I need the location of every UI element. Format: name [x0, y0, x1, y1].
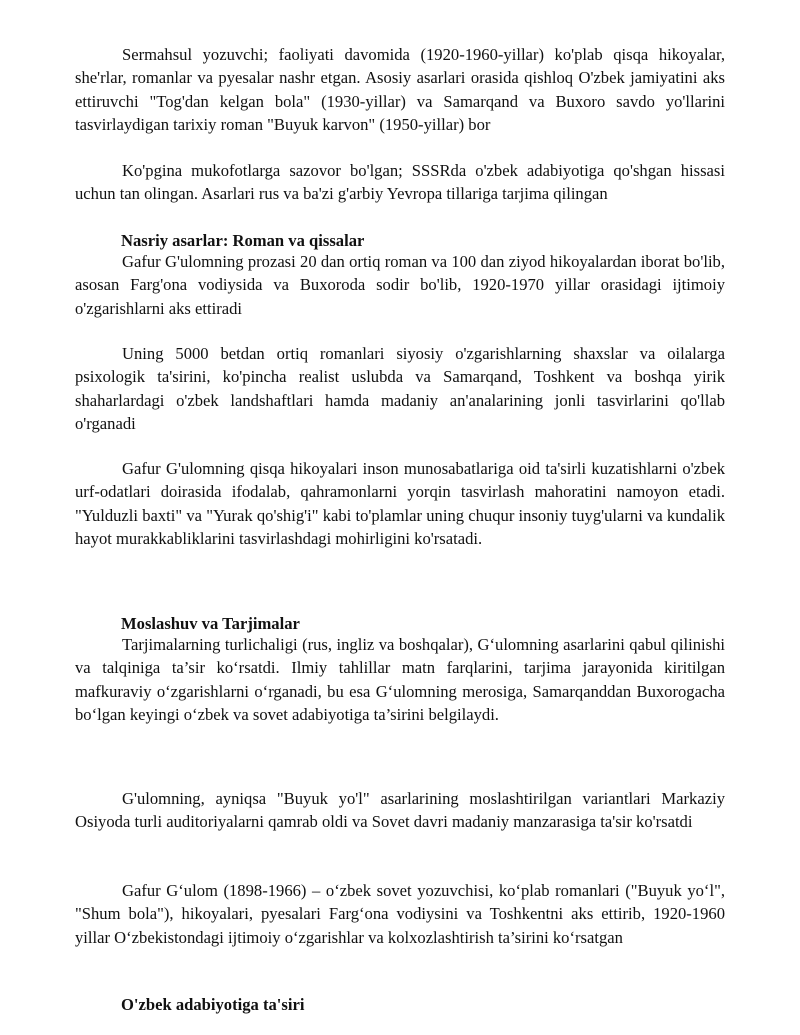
paragraph-novels: Uning 5000 betdan ortiq romanlari siyosiy o'zgarishlarning shaxslar va oilalarga psixologik ta'sirini, ko'pincha realist uslubda va Samarqand, Toshkent va boshqa yirik shaharlardagi o'zbek landshaftlari hamda madaniy an'analarining jonli tasvirlarini qo'llab o'rganadi [75, 344, 725, 434]
heading-adaptations-translations: Moslashuv va Tarjimalar [121, 614, 300, 633]
paragraph-translations: Tarjimalarning turlichaligi (rus, ingliz va boshqalar), G‘ulomning asarlarini qabul qilinishi va talqiniga ta’sir ko‘rsatdi. Ilmiy tahlillar matn farqlarini, tarjima jarayonida kiritilgan mafkuraviy o‘zgarishlarni o‘rganadi, bu esa G‘ulomning merosiga, Samarqanddan Buxorogacha bo‘lgan keyingi o‘zbek va sovet adabiyotiga ta’sirini belgilaydi. [75, 635, 725, 725]
paragraph-intro: Sermahsul yozuvchi; faoliyati davomida (1920-1960-yillar) ko'plab qisqa hikoyalar, she'rlar, romanlar va pyesalar nashr etgan. Asosiy asarlari orasida qishloq O'zbek jamiyatini aks ettiruvchi "Tog'dan kelgan bola" (1930-yillar) va Samarqand va Buxoro savdo yo'llarini tasvirlaydigan tarixiy roman "Buyuk karvon" (1950-yillar) bor [75, 45, 725, 135]
paragraph-prose-overview: Gafur G'ulomning prozasi 20 dan ortiq roman va 100 dan ziyod hikoyalardan iborat bo'lib, asosan Farg'ona vodiysida va Buxoroda sodir bo'lib, 1920-1970 yillar orasidagi ijtimoiy o'zgarishlarni aks ettiradi [75, 252, 725, 318]
heading-prose-works: Nasriy asarlar: Roman va qissalar [121, 231, 365, 250]
paragraph-awards: Ko'pgina mukofotlarga sazovor bo'lgan; SSSRda o'zbek adabiyotiga qo'shgan hissasi uchun tan olingan. Asarlari rus va ba'zi g'arbiy Yevropa tillariga tarjima qilingan [75, 161, 725, 204]
paragraph-biography: Gafur G‘ulom (1898-1966) – o‘zbek sovet yozuvchisi, ko‘plab romanlari ("Buyuk yo‘l", "Shum bola"), hikoyalari, pyesalari Farg‘ona vodiysini va Toshkentni aks ettirib, 1920-1960 yillar O‘zbekistondagi ijtimoiy o‘zgarishlar va kolxozlashtirish ta’sirini ko‘rsatgan [75, 881, 725, 947]
heading-influence: O'zbek adabiyotiga ta'siri [121, 995, 305, 1014]
paragraph-short-stories: Gafur G'ulomning qisqa hikoyalari inson munosabatlariga oid ta'sirli kuzatishlarni o'zbek urf-odatlari doirasida ifodalab, qahramonlarni yorqin tasvirlash mahoratini namoyon etadi. "Yulduzli baxti" va "Yurak qo'shig'i" kabi to'plamlar uning chuqur insoniy tuyg'ularni va kundalik hayot murakkabliklarini tasvirlashdagi mohirligini ko'rsatadi. [75, 459, 725, 549]
paragraph-adaptations: G'ulomning, ayniqsa "Buyuk yo'l" asarlarining moslashtirilgan variantlari Markaziy Osiyoda turli auditoriyalarni qamrab oldi va Sovet davri madaniy manzarasiga ta'sir ko'rsatdi [75, 789, 725, 832]
